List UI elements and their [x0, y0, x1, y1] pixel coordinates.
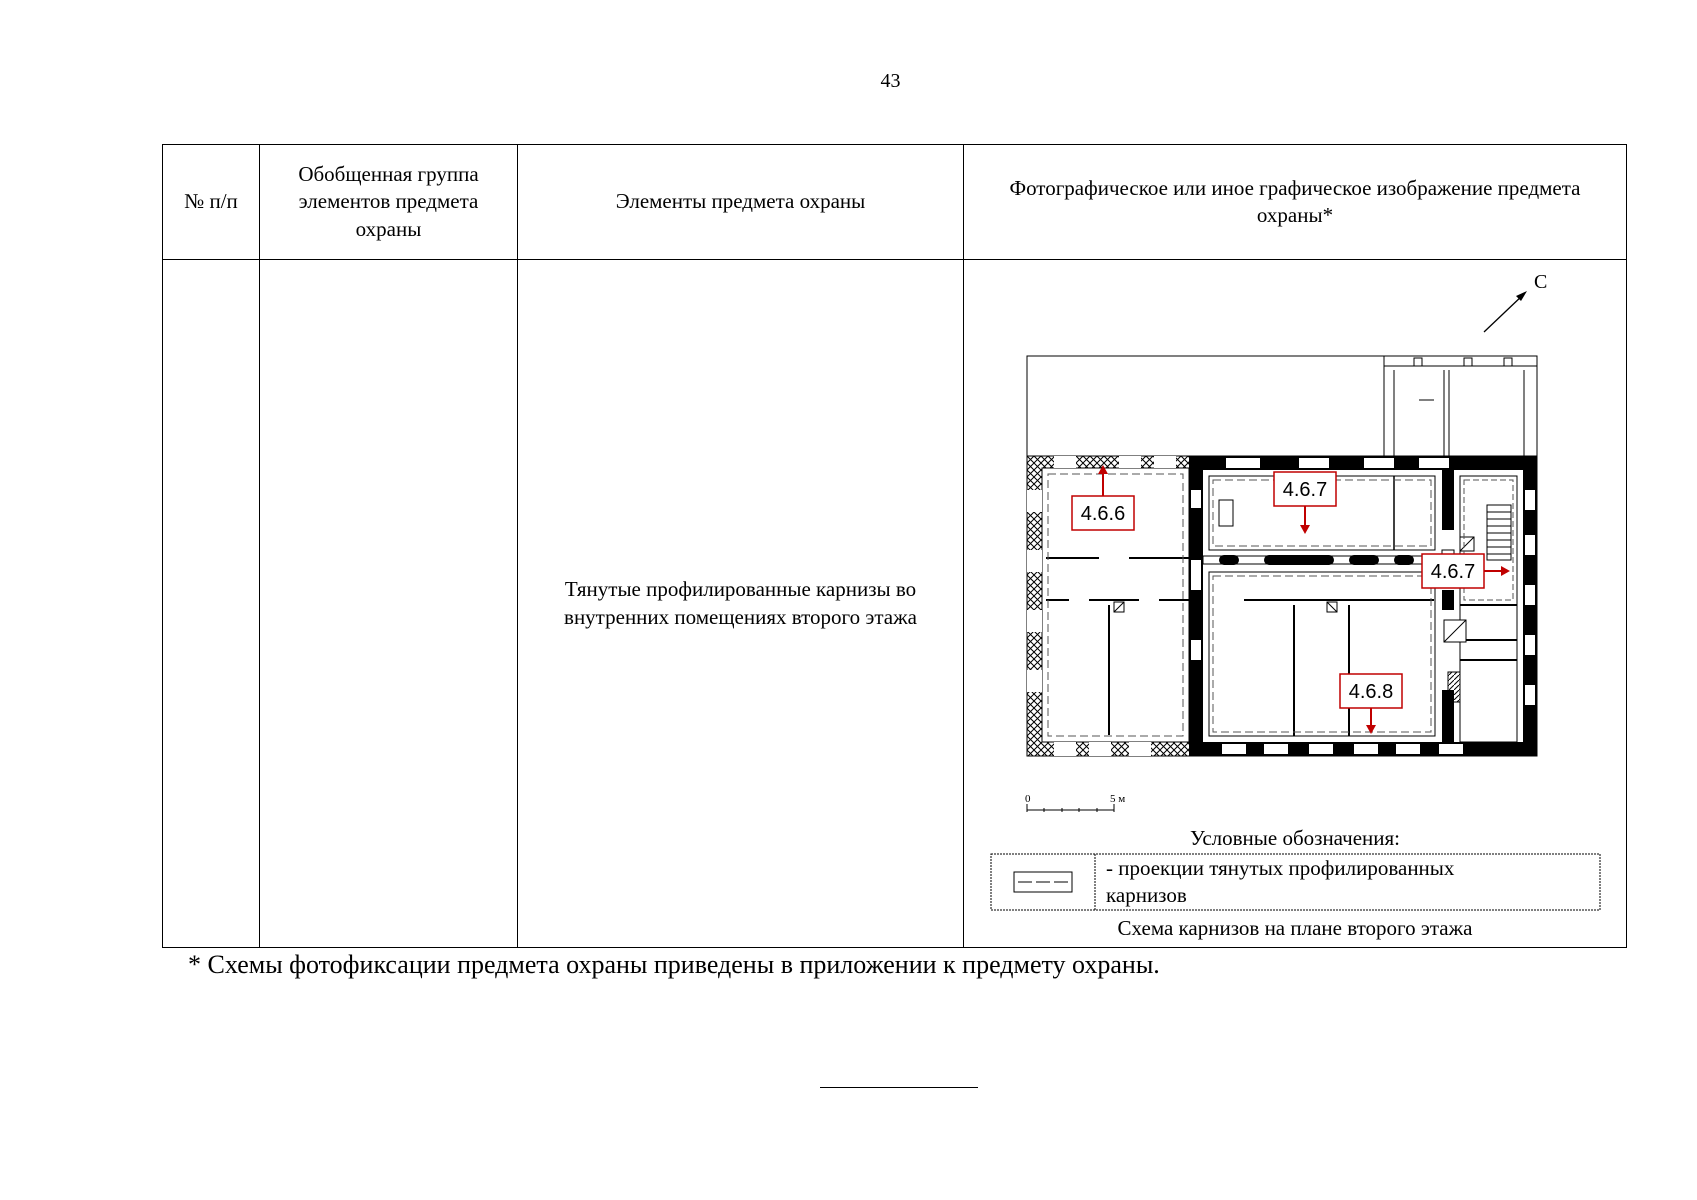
header-image: Фотографическое или иное графическое изображение предмета охраны* — [964, 145, 1627, 260]
floor-plan-svg — [964, 260, 1626, 948]
scale-end: 5 м — [1110, 793, 1126, 805]
marker-label: 4.6.7 — [1282, 479, 1328, 501]
header-group: Обобщенная группа элементов предмета охраны — [260, 145, 518, 260]
marker-label: 4.6.6 — [1080, 503, 1126, 525]
stairs — [1487, 505, 1511, 560]
cell-group — [260, 260, 518, 948]
header-num: № п/п — [163, 145, 260, 260]
courtyard-outline — [1027, 356, 1537, 456]
center-wing — [1189, 456, 1537, 756]
legend-title: Условные обозначения: — [1189, 826, 1401, 850]
marker-label: 4.6.7 — [1430, 561, 1476, 583]
cell-image — [964, 260, 1627, 948]
marker-4-6-7-top — [1274, 472, 1336, 534]
legend-text-1: - проекции тянутых профилированных — [1106, 856, 1455, 880]
footnote: * Схемы фотофиксации предмета охраны приведены в приложении к предмету охраны. — [188, 950, 1160, 979]
cell-elements — [518, 260, 964, 948]
marker-label: 4.6.8 — [1348, 681, 1394, 703]
legend — [991, 826, 1600, 910]
north-arrow — [1484, 271, 1547, 332]
header-elements: Элементы предмета охраны — [518, 145, 964, 260]
elements-text: Тянутые профилированные карнизы во внутренних помещениях второго этажа — [564, 577, 917, 629]
table-row — [163, 260, 1627, 948]
legend-text-2: карнизов — [1106, 883, 1187, 907]
scale-bar — [1025, 793, 1125, 812]
table-header-row — [163, 145, 1627, 260]
north-label: С — [1534, 271, 1548, 293]
cell-num — [163, 260, 260, 948]
plan-caption: Схема карнизов на плане второго этажа — [1117, 916, 1473, 940]
footer-divider — [820, 1087, 978, 1088]
protection-table — [162, 144, 1627, 948]
scale-start: 0 — [1025, 793, 1031, 805]
page-number: 43 — [880, 70, 901, 92]
plan-figure — [964, 260, 1626, 948]
